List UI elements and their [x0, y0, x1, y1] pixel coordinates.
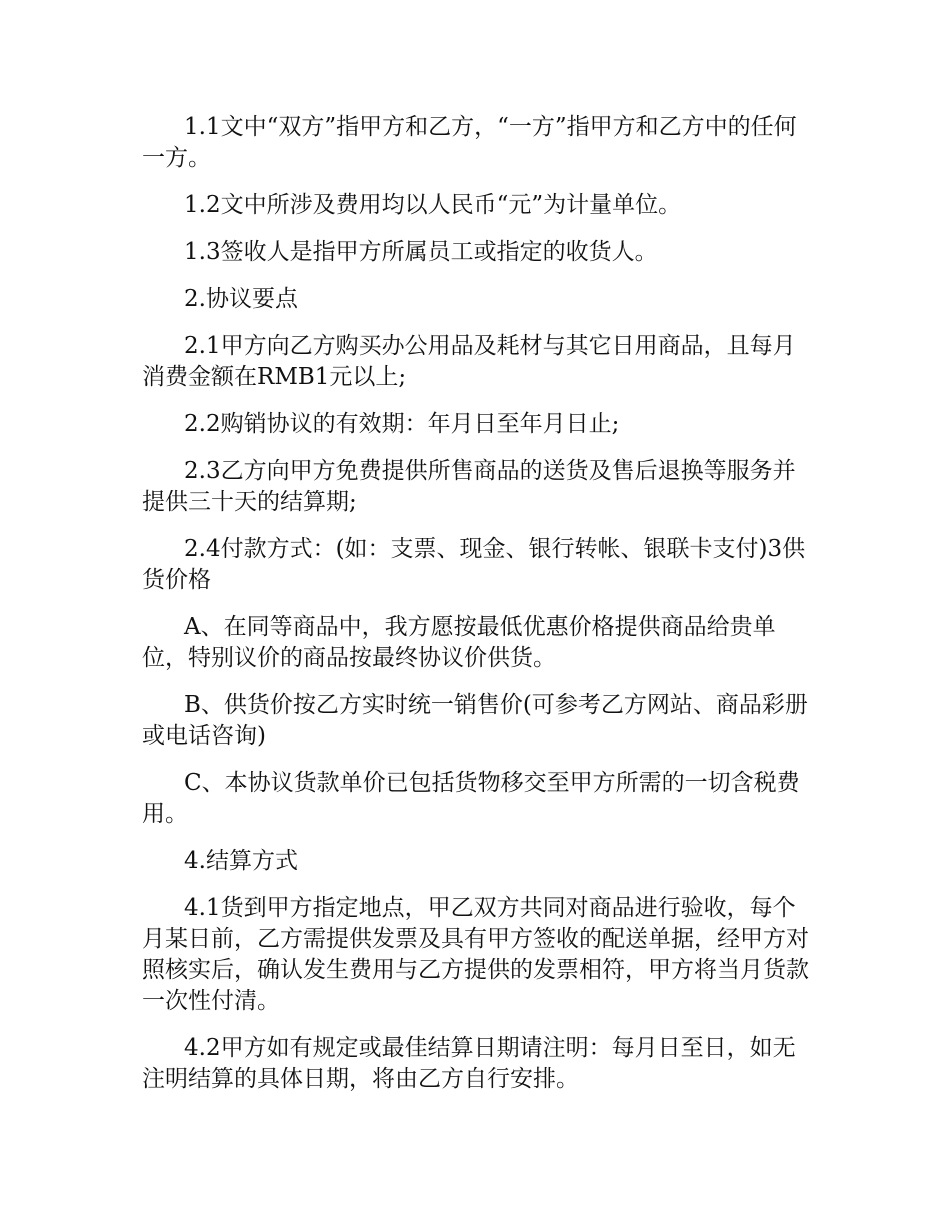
paragraph-1-2: 1.2文中所涉及费用均以人民币“元”为计量单位。	[184, 192, 682, 218]
document-body	[142, 112, 814, 1111]
section-heading-2: 2.协议要点	[184, 286, 298, 312]
paragraph-3-c: C、本协议货款单价已包括货物移交至甲方所需的一切含税费用。	[142, 770, 800, 827]
paragraph-2-1: 2.1甲方向乙方购买办公用品及耗材与其它日用商品，且每月消费金额在RMB1元以上;	[142, 333, 796, 390]
paragraph-3-b: B、供货价按乙方实时统一销售价(可参考乙方网站、商品彩册或电话咨询)	[142, 692, 808, 749]
paragraph-1-3: 1.3签收人是指甲方所属员工或指定的收货人。	[184, 239, 658, 265]
paragraph-4-2: 4.2甲方如有规定或最佳结算日期请注明：每月日至日，如无注明结算的具体日期，将由乙方自行安排。	[142, 1035, 796, 1092]
section-heading-4: 4.结算方式	[184, 848, 298, 874]
paragraph-2-3: 2.3乙方向甲方免费提供所售商品的送货及售后退换等服务并提供三十天的结算期;	[142, 458, 796, 515]
paragraph-2-4: 2.4付款方式：(如：支票、现金、银行转帐、银联卡支付)3供货价格	[142, 536, 806, 593]
paragraph-2-2: 2.2购销协议的有效期：年月日至年月日止;	[184, 411, 620, 437]
paragraph-1-1: 1.1文中“双方”指甲方和乙方，“一方”指甲方和乙方中的任何一方。	[142, 114, 797, 171]
paragraph-4-1: 4.1货到甲方指定地点，甲乙双方共同对商品进行验收，每个月某日前，乙方需提供发票及具有甲方签收的配送单据，经甲方对照核实后，确认发生费用与乙方提供的发票相符，甲方将当月货款一次性付清。	[142, 895, 809, 1014]
paragraph-3-a: A、在同等商品中，我方愿按最低优惠价格提供商品给贵单位，特别议价的商品按最终协议价供货。	[142, 614, 776, 671]
